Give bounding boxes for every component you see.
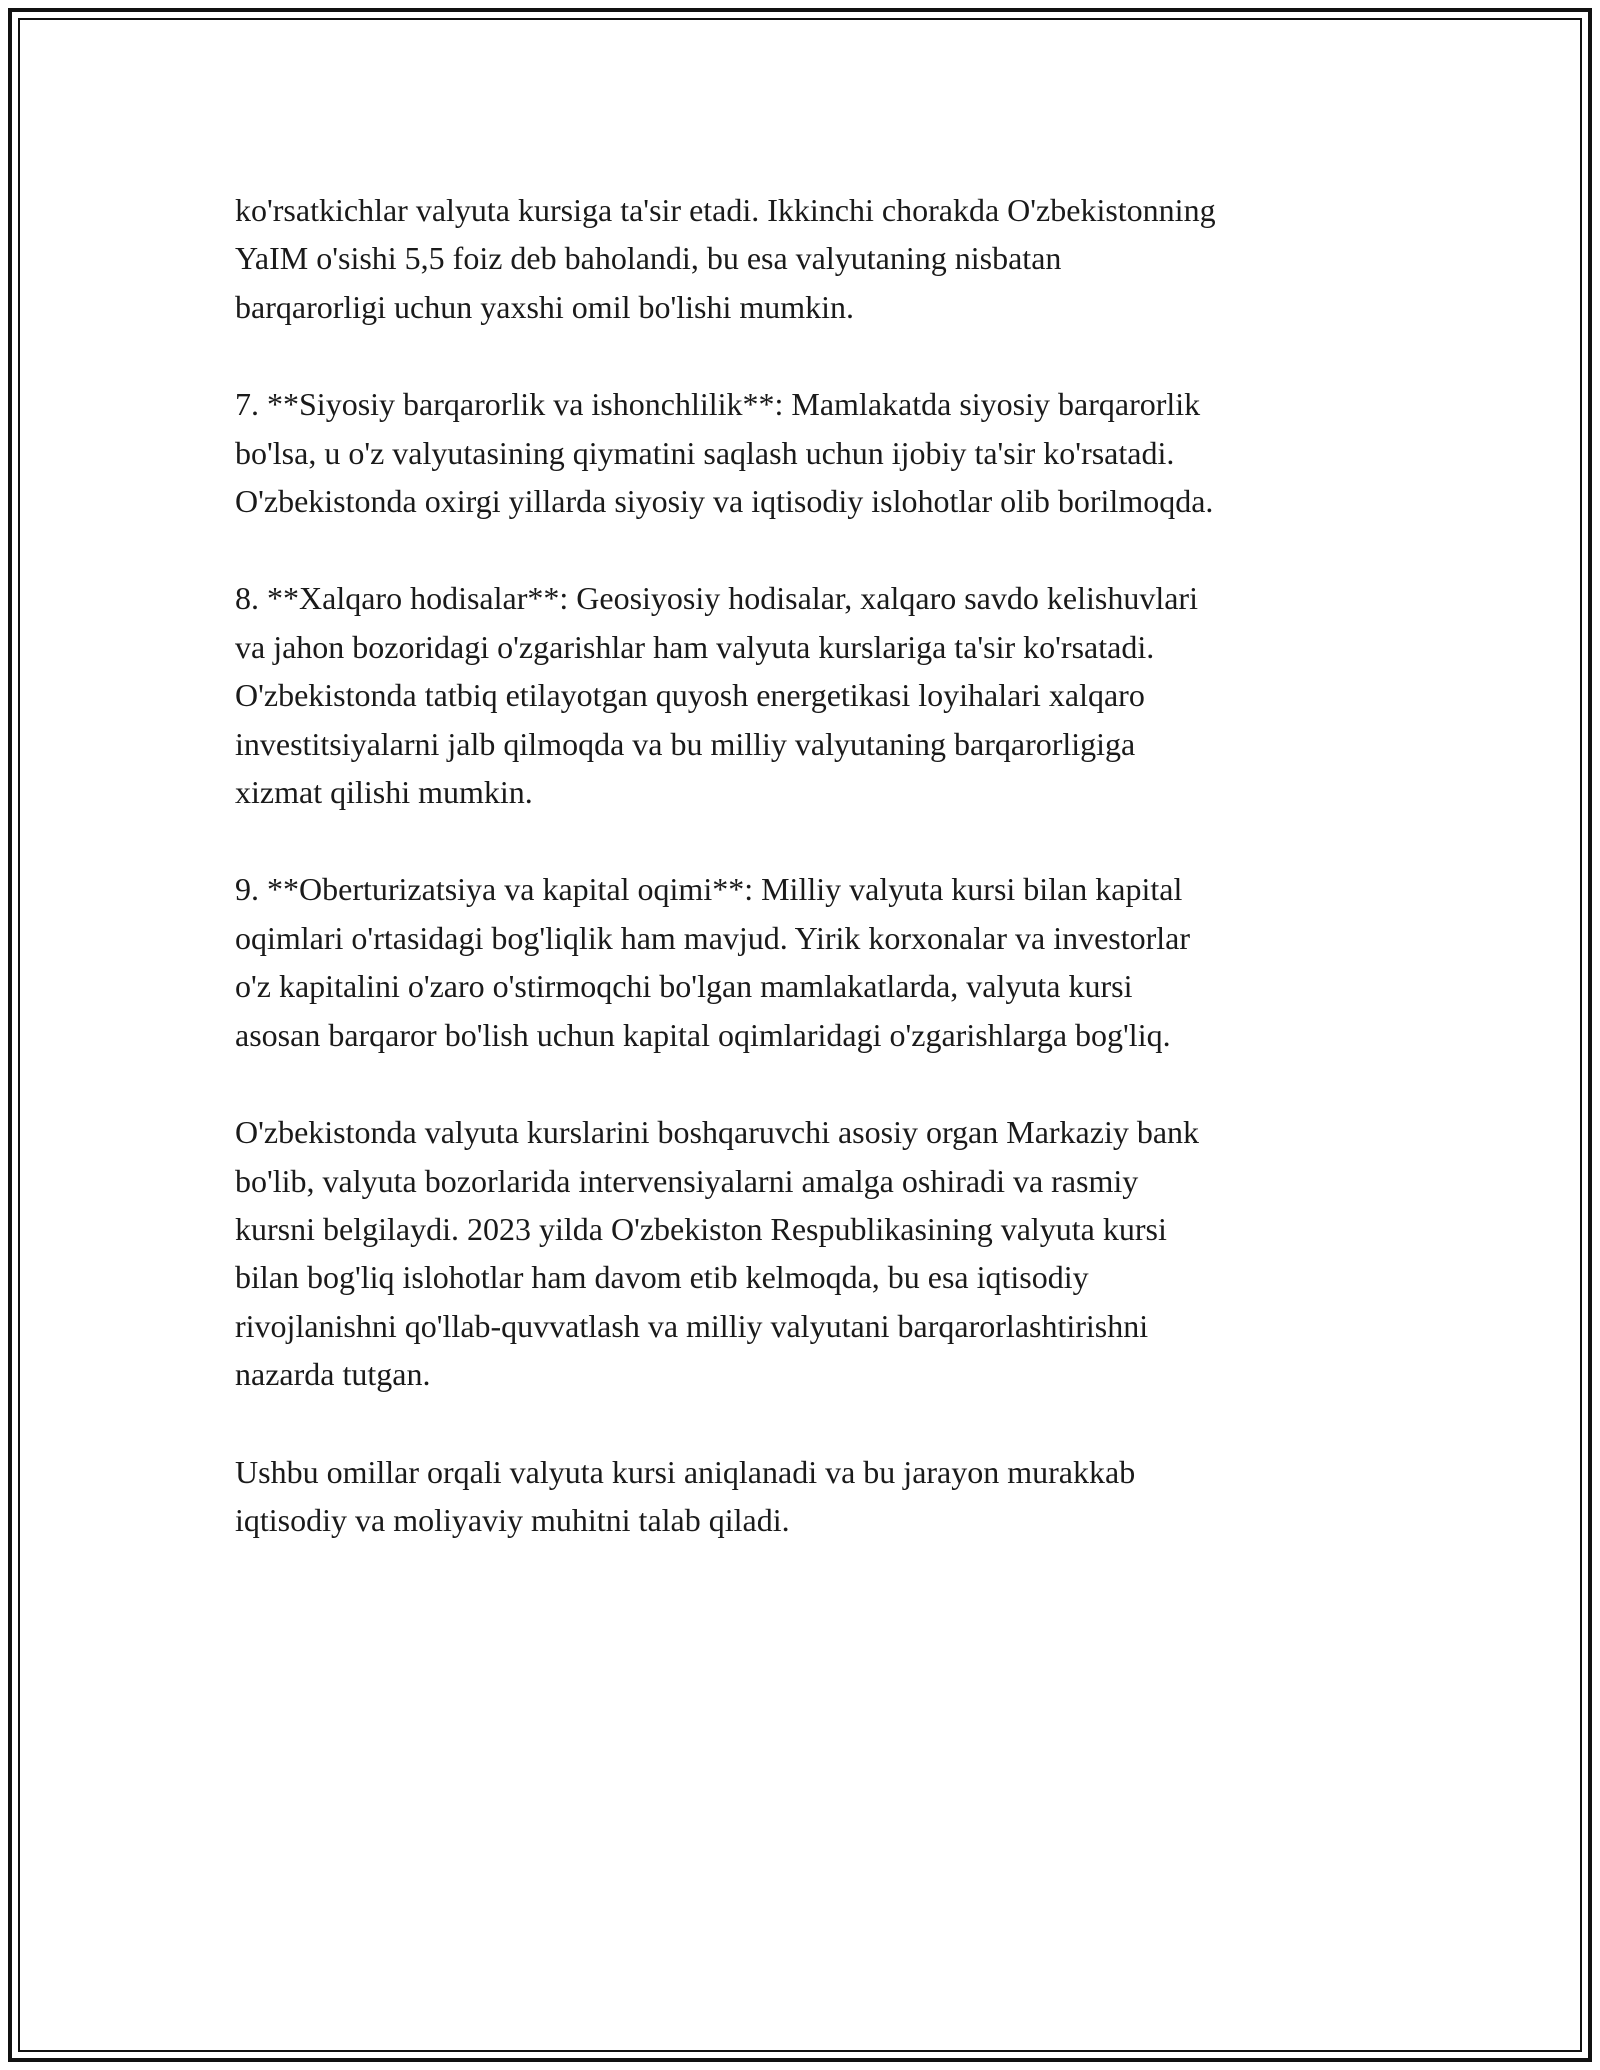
- document-body: [235, 186, 1375, 1593]
- paragraph-item-8: 8. **Xalqaro hodisalar**: Geosiyosiy hodisalar, xalqaro savdo kelishuvlari va jahon bozoridagi o'zgarishlar ham valyuta kurslariga ta'sir ko'rsatadi. O'zbekistonda tatbiq etilayotgan quyosh energetikasi loyihalari xalqaro investitsiyalarni jalb qilmoqda va bu milliy valyutaning barqarorligiga xizmat qilishi mumkin.: [235, 580, 1198, 811]
- paragraph-item-7: 7. **Siyosiy barqarorlik va ishonchlilik**: Mamlakatda siyosiy barqarorlik bo'lsa, u o'z valyutasining qiymatini saqlash uchun ijobiy ta'sir ko'rsatadi. O'zbekistonda oxirgi yillarda siyosiy va iqtisodiy islohotlar olib borilmoqda.: [235, 386, 1214, 520]
- paragraph-conclusion: Ushbu omillar orqali valyuta kursi aniqlanadi va bu jarayon murakkab iqtisodiy va moliyaviy muhitni talab qiladi.: [235, 1453, 1136, 1538]
- paragraph-intro-continuation: ko'rsatkichlar valyuta kursiga ta'sir etadi. Ikkinchi chorakda O'zbekistonning YaIM o'sishi 5,5 foiz deb baholandi, bu esa valyutaning nisbatan barqarorligi uchun yaxshi omil bo'lishi mumkin.: [235, 192, 1216, 325]
- paragraph-central-bank: O'zbekistonda valyuta kurslarini boshqaruvchi asosiy organ Markaziy bank bo'lib, valyuta bozorlarida intervensiyalarni amalga oshiradi va rasmiy kursni belgilaydi. 2023 yilda O'zbekiston Respublikasining valyuta kursi bilan bog'liq islohotlar ham davom etib kelmoqda, bu esa iqtisodiy rivojlanishni qo'llab-quvvatlash va milliy valyutani barqarorlashtirishni nazarda tutgan.: [235, 1114, 1200, 1393]
- paragraph-item-9: 9. **Oberturizatsiya va kapital oqimi**: Milliy valyuta kursi bilan kapital oqimlari o'rtasidagi bog'liqlik ham mavjud. Yirik korxonalar va investorlar o'z kapitalini o'zaro o'stirmoqchi bo'lgan mamlakatlarda, valyuta kursi asosan barqaror bo'lish uchun kapital oqimlaridagi o'zgarishlarga bog'liq.: [235, 871, 1191, 1053]
